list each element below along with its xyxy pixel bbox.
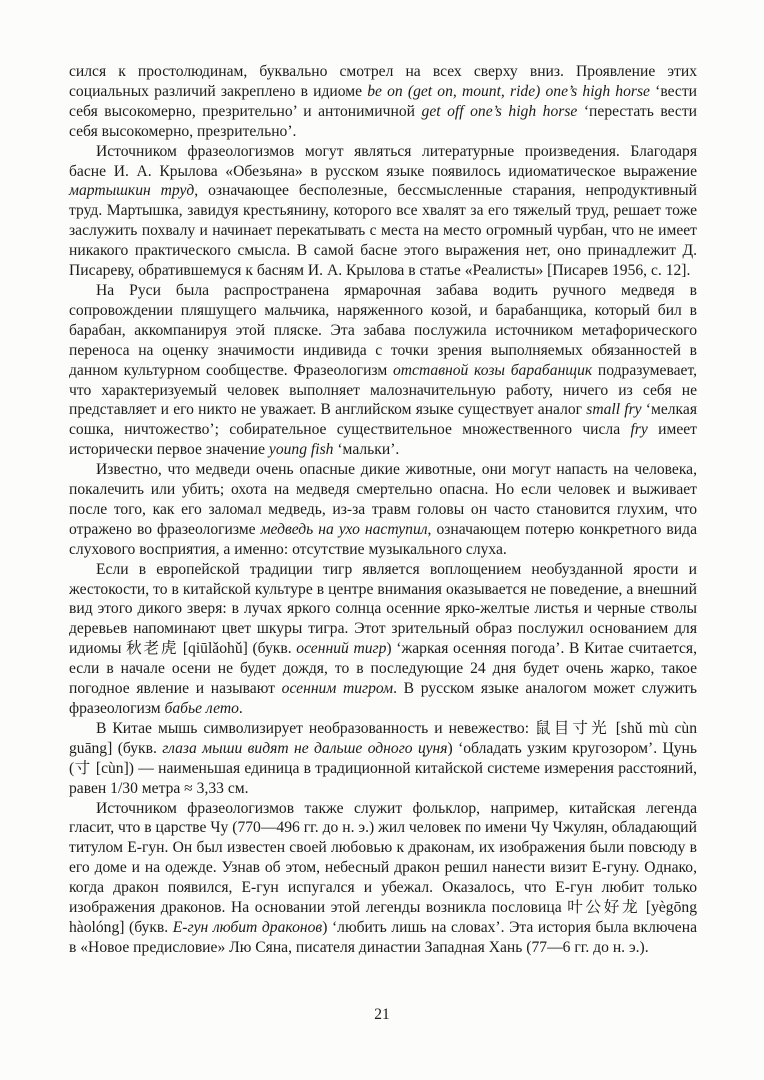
text-run: ) ‘обладать узким кругозором’. Цунь ( <box>69 739 697 777</box>
italic-text-run: fry <box>630 421 648 439</box>
text-run: ‘вести себя высокомерно, презрительно’ и антонимичной <box>69 82 697 120</box>
text-run: . В русском языке аналогом может служить фразеологизм <box>69 680 697 717</box>
cjk-text-run: 叶公好龙 <box>567 899 641 917</box>
text-run: . <box>238 700 243 717</box>
text-run: В Китае мышь символизирует необразованность и невежество: <box>96 719 536 737</box>
text-run: [yègōng hàolóng] (букв. <box>69 899 697 936</box>
text-run: ) ‘любить лишь на словах’. Эта история была включена в «Новое предисловие» Лю Сяна, писателя династии Западная Хань (77—6 гг. до н. э.). <box>69 918 697 956</box>
italic-text-run: отставной козы барабанщик <box>392 361 593 379</box>
paragraph <box>69 281 697 460</box>
italic-text-run: бабье лето <box>164 700 239 717</box>
text-run: ‘мелкая сошка, ничтожество’; собирательное существительное множественного числа <box>69 401 697 439</box>
text-run: [cùn]) — наименьшая единица в традиционной китайской системе измерения расстояний, равен 1/30 метра ≈ 3,33 см. <box>69 759 697 797</box>
italic-text-run: young fish <box>268 441 334 459</box>
italic-text-run: be on (get on, mount, ride) one’s high horse <box>367 82 650 100</box>
paragraph <box>69 460 697 560</box>
italic-text-run: мартышкин труд <box>69 182 195 200</box>
paragraph <box>69 719 697 799</box>
italic-text-run: осенний тигр <box>296 640 387 658</box>
italic-text-run: осенним тигром <box>281 680 394 698</box>
text-run: , означающем потерю конкретного вида слухового восприятия, а именно: отсутствие музыкального слуха. <box>69 520 697 558</box>
italic-text-run: small fry <box>586 401 642 419</box>
text-run: , означающее бесполезные, бессмысленные старания, непродуктивный труд. Мартышка, завидуя крестьянину, которого все хвалят за его тяжелый труд, решает тоже заслужить похвалу и начинает перекатывать с места на место огромный чурбан, что не имеет никакого практического смысла. В самой басне этого выражения нет, оно принадлежит Д. Писареву, обратившемуся к басням И. А. Крылова в статье «Реалисты» [Писарев 1956, с. 12]. <box>69 182 698 280</box>
paragraph <box>69 799 697 958</box>
cjk-text-run: 寸 <box>74 759 92 777</box>
text-run: Источником фразеологизмов также служит фольклор, например, китайская легенда гласит, что в царстве Чу (770—496 гг. до н. э.) жил человек по имени Чу Чжулян, обладающий титулом Е-гун. Он был известен своей любовью к драконам, их изображения были повсюду в его доме и на одежде. Узнав об этом, небесный дракон решил нанести визит Е-гуну. Однако, когда дракон появился, Е-гун испугался и убежал. Оказалось, что Е-гун любит только изображения драконов. На основании этой легенды возникла пословица <box>69 799 697 917</box>
text-run: ‘мальки’. <box>333 441 400 459</box>
paragraph <box>69 560 697 719</box>
text-run: сился к простолюдинам, буквально смотрел на всех сверху вниз. Проявление этих социальных различий закреплено в идиоме <box>69 63 697 100</box>
paragraph <box>69 62 697 142</box>
page-number: 21 <box>374 1006 390 1023</box>
text-run: На Руси была распространена ярмарочная забава водить ручного медведя в сопровождении пляшущего мальчика, наряженного козой, и барабанщика, который бил в барабан, аккомпанируя этой пляске. Эта забава послужила источником метафорического переноса на оценку значимости индивида с точки зрения выполняемых обязанностей в данном культурном сообществе. Фразеологизм <box>69 281 697 379</box>
text-run: Источником фразеологизмов могут являться литературные произведения. Благодаря басне И. А. Крылова «Обезьяна» в русском языке появилось идиоматическое выражение <box>69 142 697 180</box>
text-run: имеет исторически первое значение <box>69 421 697 459</box>
text-run: [shǔ mù cùn guāng] (букв. <box>69 719 697 757</box>
text-run: [qiūlǎohǔ] (букв. <box>178 640 297 658</box>
text-run: ) ‘жаркая осенняя погода’. В Китае считается, если в начале осени не будет дождя, то в последующие 24 дня будет очень жарко, такое погодное явление и называют <box>69 640 697 698</box>
cjk-text-run: 秋老虎 <box>126 640 179 658</box>
text-run: Известно, что медведи очень опасные дикие животные, они могут напасть на человека, покалечить или убить; охота на медведя смертельно опасна. Но если человек и выживает после того, как его заломал медведь, из-за травм головы он часто становится глухим, что отражено во фразеологизме <box>69 461 697 538</box>
text-run: ‘перестать вести себя высокомерно, презрительно’. <box>69 102 697 140</box>
italic-text-run: глаза мыши видят не дальше одного цуня <box>162 739 448 757</box>
paragraph <box>69 142 697 281</box>
italic-text-run: Е-гун любит драконов <box>172 918 323 936</box>
text-body <box>69 62 697 958</box>
text-run: подразумевает, что характеризуемый человек выполняет малозначительную работу, ничего из себя не представляет и его никто не уважает. В английском языке существует аналог <box>69 361 698 419</box>
cjk-text-run: 鼠目寸光 <box>535 719 610 737</box>
text-run: Если в европейской традиции тигр является воплощением необузданной ярости и жестокости, то в китайской культуре в центре внимания оказывается не поведение, а внешний вид этого дикого зверя: в лучах яркого солнца осенние ярко-желтые листья и черные стволы деревьев напоминают цвет шкуры тигра. Этот зрительный образ послужил основанием для идиомы <box>69 560 697 658</box>
italic-text-run: get off one’s high horse <box>421 102 578 120</box>
italic-text-run: медведь на ухо наступил <box>260 520 428 538</box>
